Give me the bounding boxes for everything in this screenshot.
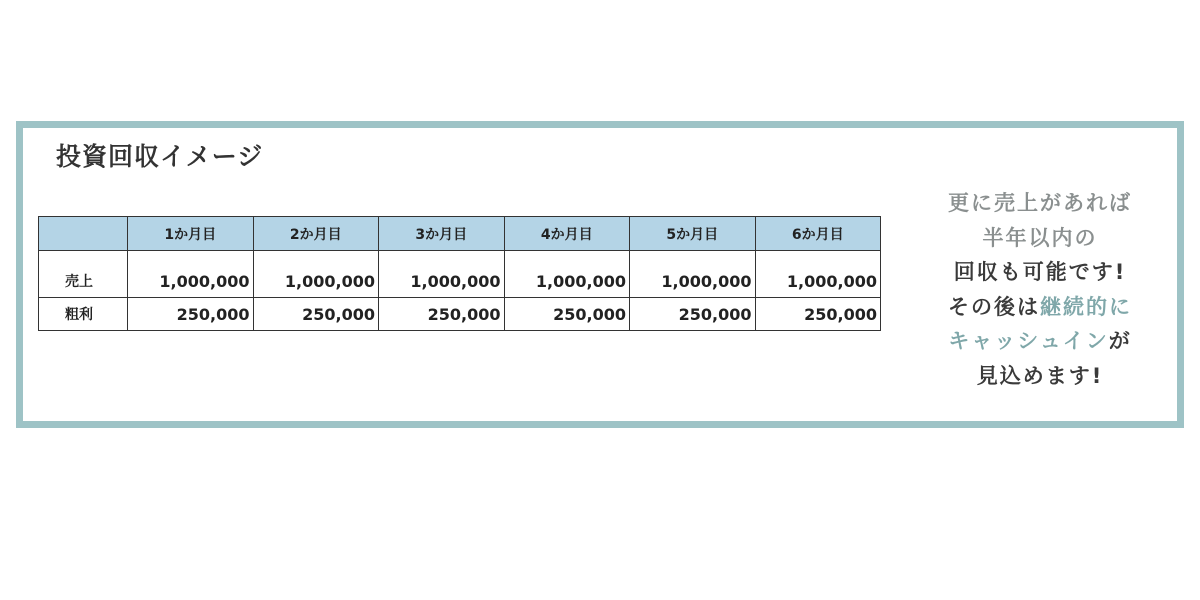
header-month-5: 5か月目 [630, 217, 756, 251]
profit-month-2: 250,000 [253, 298, 379, 331]
page-title: 投資回収イメージ [56, 142, 264, 171]
profit-month-4: 250,000 [504, 298, 630, 331]
note-line-1: 更に売上があれば [948, 191, 1132, 215]
table-row-sales [39, 251, 881, 298]
header-month-4: 4か月目 [504, 217, 630, 251]
note-line-5-highlight: キャッシュイン [948, 329, 1109, 353]
profit-month-3: 250,000 [379, 298, 505, 331]
sales-month-1: 1,000,000 [128, 251, 254, 298]
sales-month-6: 1,000,000 [755, 251, 881, 298]
row-label-sales: 売上 [39, 251, 128, 298]
header-month-1: 1か月目 [128, 217, 254, 251]
note-line-6: 見込めます! [976, 363, 1104, 388]
payback-note [915, 186, 1165, 393]
note-line-4 [915, 290, 1165, 325]
header-corner-cell [39, 217, 128, 251]
table-row-gross-profit [39, 298, 881, 331]
roi-table [38, 216, 881, 331]
header-month-2: 2か月目 [253, 217, 379, 251]
note-line-5 [915, 324, 1165, 359]
note-line-3: 回収も可能です! [953, 260, 1127, 284]
note-line-4-prefix: その後は [948, 294, 1040, 319]
profit-month-1: 250,000 [128, 298, 254, 331]
header-month-6: 6か月目 [755, 217, 881, 251]
table-body [39, 251, 881, 331]
sales-month-3: 1,000,000 [379, 251, 505, 298]
header-row [39, 217, 881, 251]
note-line-2: 半年以内の [982, 225, 1098, 250]
profit-month-5: 250,000 [630, 298, 756, 331]
header-month-3: 3か月目 [379, 217, 505, 251]
sales-month-5: 1,000,000 [630, 251, 756, 298]
profit-month-6: 250,000 [755, 298, 881, 331]
sales-month-2: 1,000,000 [253, 251, 379, 298]
table-header [39, 217, 881, 251]
sales-month-4: 1,000,000 [504, 251, 630, 298]
row-label-gross-profit: 粗利 [39, 298, 128, 331]
note-line-5-suffix: が [1108, 329, 1132, 353]
note-line-4-highlight: 継続的に [1040, 294, 1132, 319]
